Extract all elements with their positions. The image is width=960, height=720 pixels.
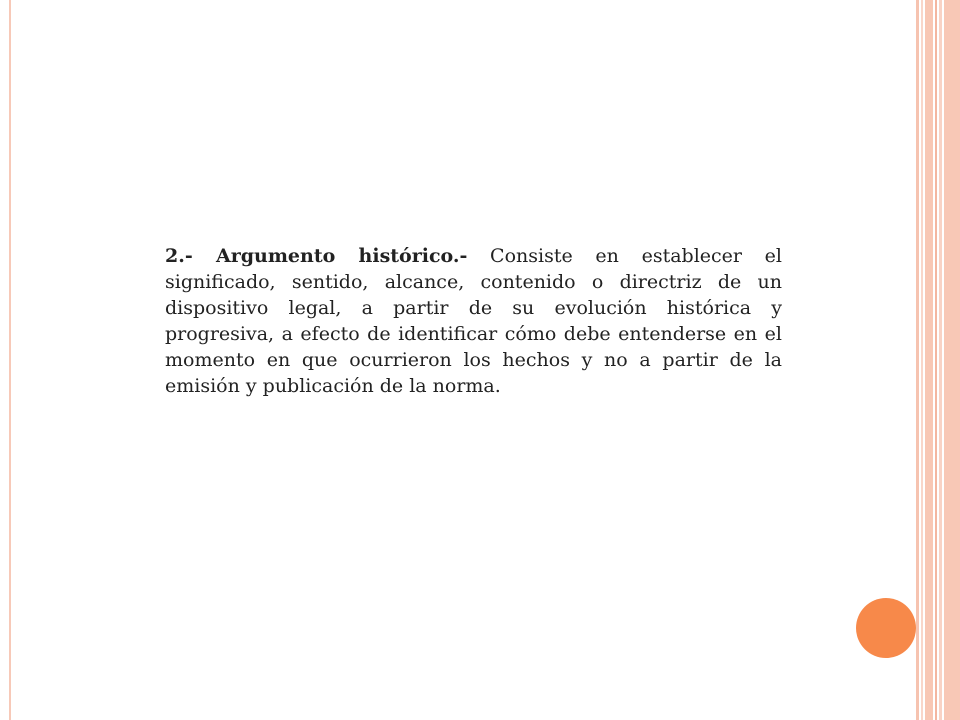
stripe bbox=[944, 0, 960, 720]
stripe bbox=[935, 0, 937, 720]
paragraph-heading: 2.- Argumento histórico.- bbox=[165, 245, 468, 267]
left-border-line bbox=[9, 0, 11, 720]
stripe bbox=[916, 0, 919, 720]
slide-paragraph bbox=[165, 243, 782, 399]
orange-circle-decoration bbox=[856, 598, 916, 658]
paragraph-body: Consiste en establecer el significado, sentido, alcance, contenido o directriz de un dispositivo legal, a partir de su evolución histórica y progresiva, a efecto de identificar cómo debe entenderse en el momento en que ocurrieron los hechos y no a partir de la emisión y publicación de la norma. bbox=[165, 245, 782, 397]
stripe bbox=[921, 0, 923, 720]
stripe bbox=[925, 0, 933, 720]
right-decorative-stripes bbox=[916, 0, 960, 720]
stripe bbox=[939, 0, 942, 720]
